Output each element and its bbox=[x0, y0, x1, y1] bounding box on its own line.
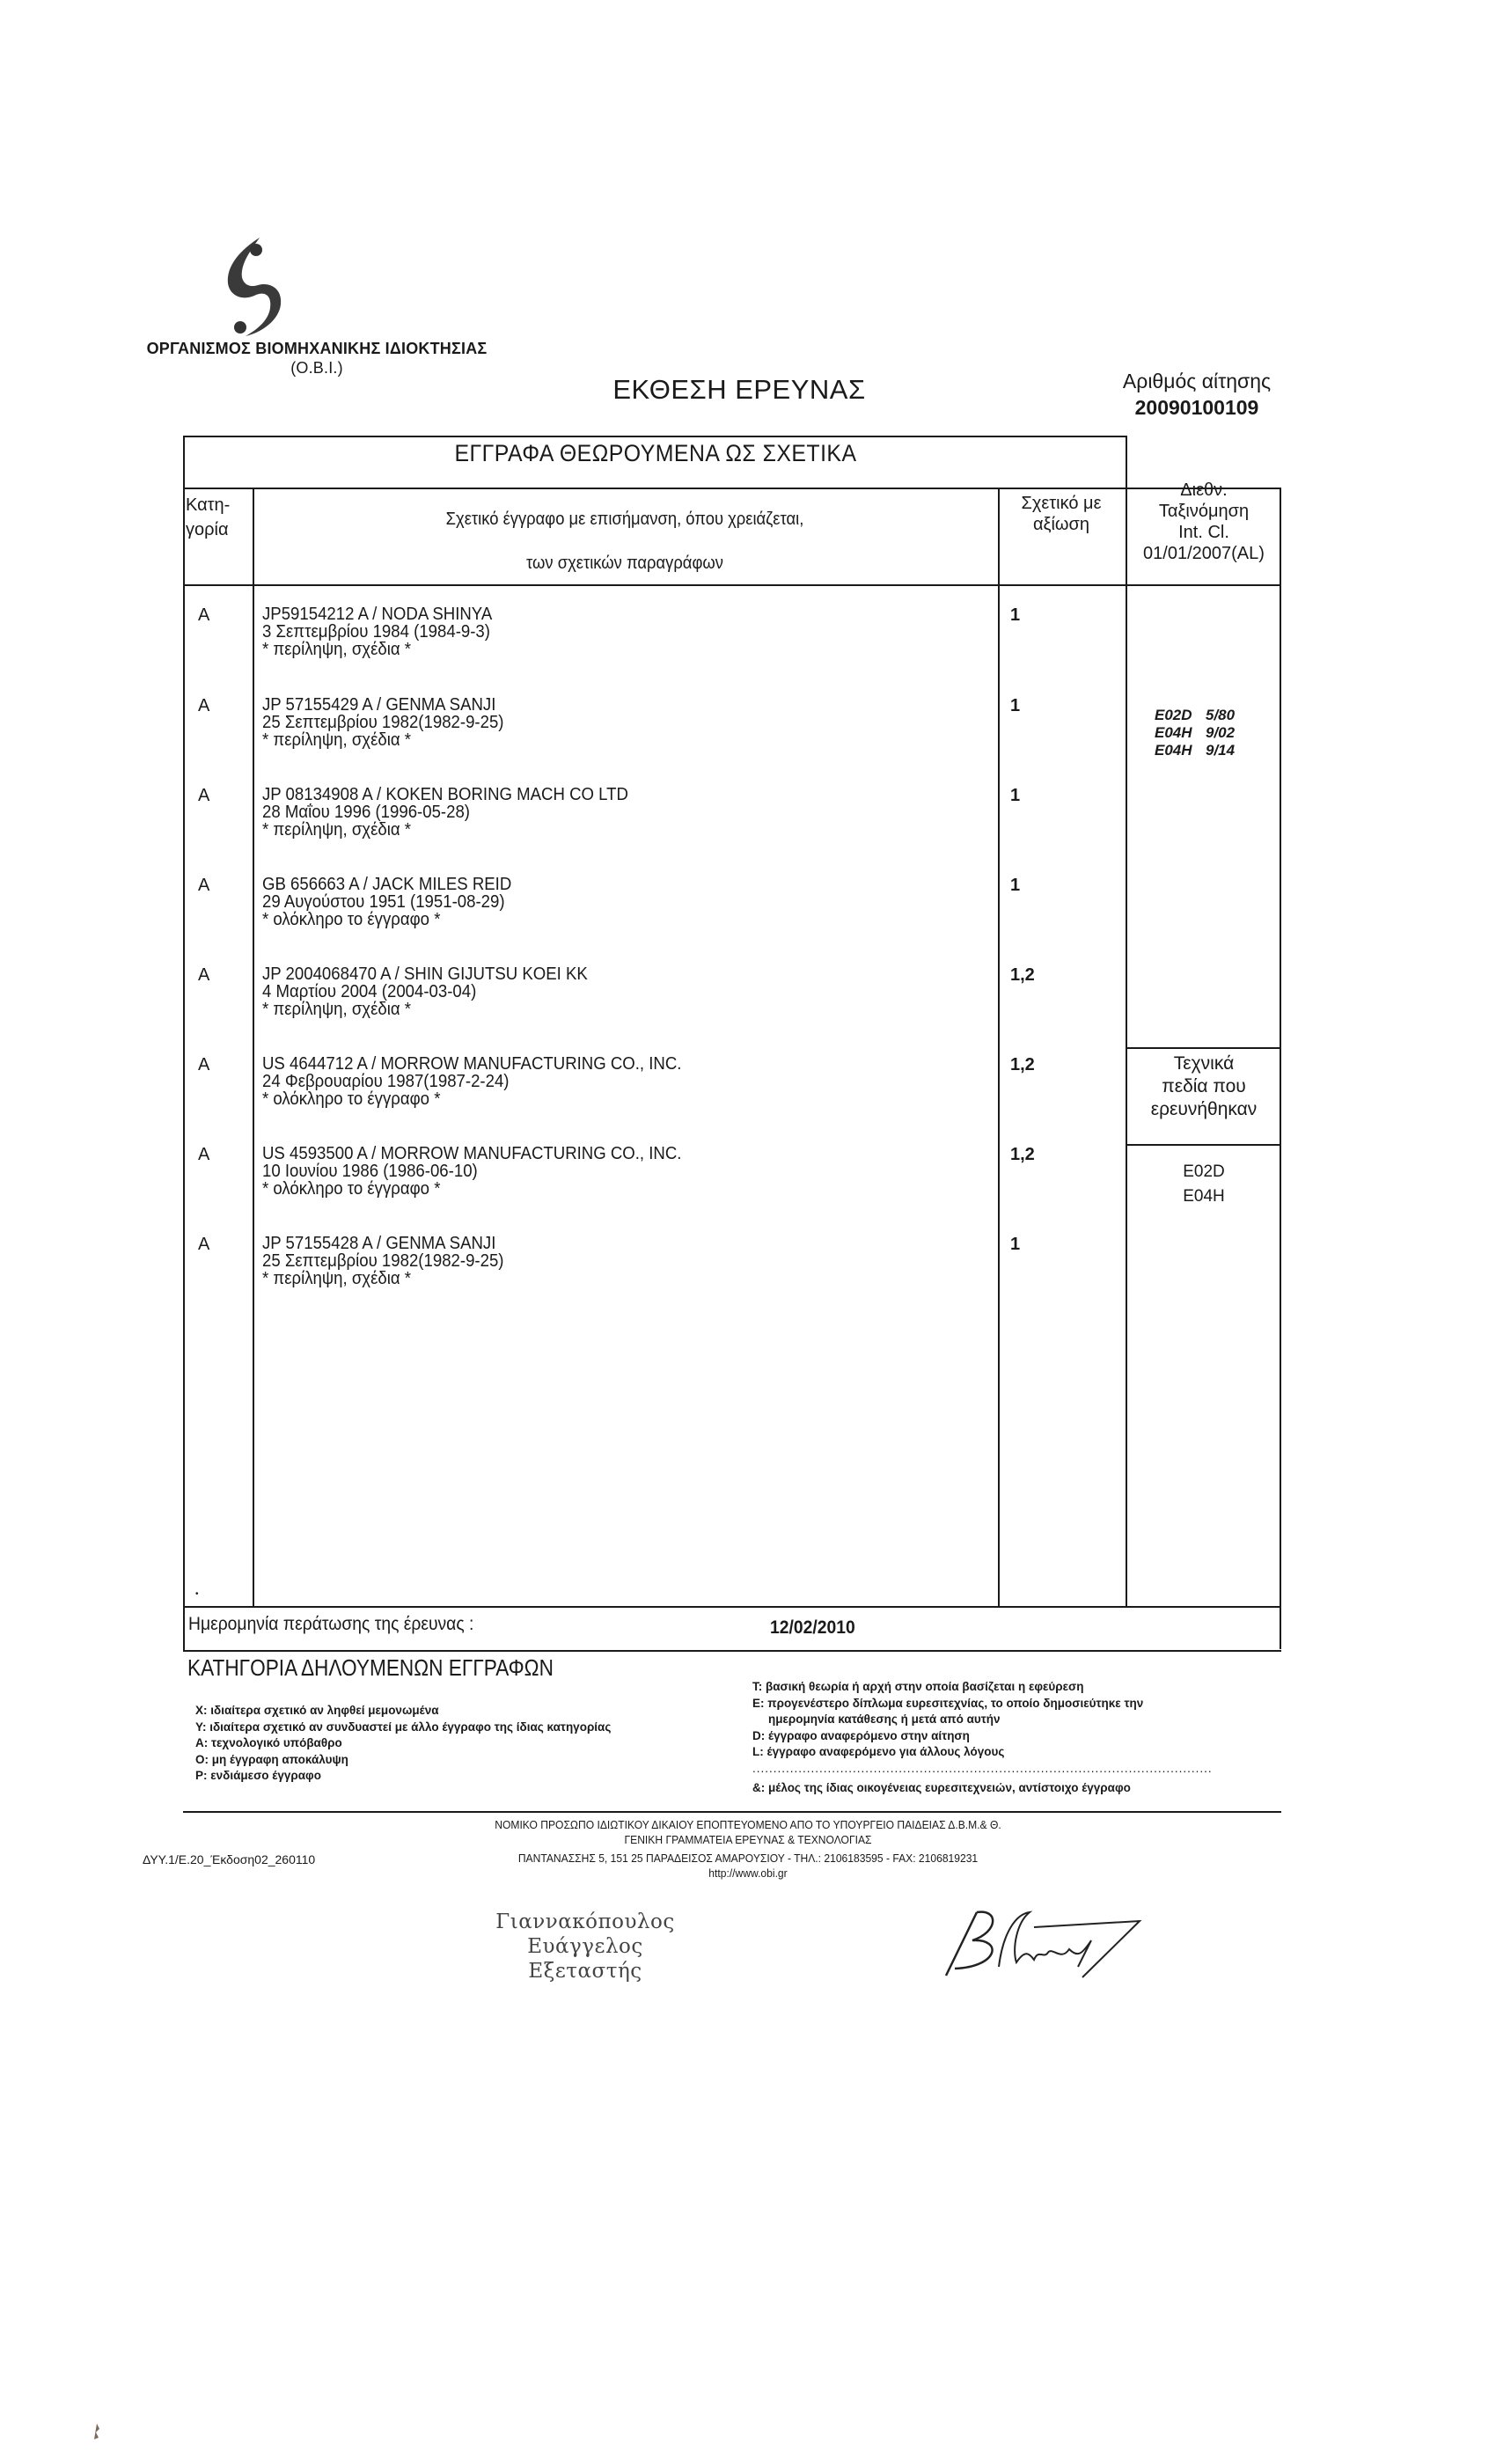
legend-item-y: Y: ιδιαίτερα σχετικό αν συνδυαστεί με άλλο έγγραφο της ίδιας κατηγορίας bbox=[195, 1720, 612, 1734]
completion-date: 12/02/2010 bbox=[770, 1617, 855, 1638]
row-document-date: 10 Ιουνίου 1986 (1986-06-10) bbox=[262, 1162, 478, 1181]
legend-item-t: T: βασική θεωρία ή αρχή στην οποία βασίζεται η εφεύρεση bbox=[752, 1680, 1084, 1693]
org-abbrev: (Ο.Β.Ι.) bbox=[290, 359, 343, 377]
row-document bbox=[262, 1055, 681, 1108]
legend-item-e: E: προγενέστερο δίπλωμα ευρεσιτεχνίας, το οποίο δημοσιεύτηκε την bbox=[752, 1696, 1144, 1710]
handwritten-signature-icon bbox=[928, 1905, 1148, 1984]
completion-date-label: Ημερομηνία περάτωσης της έρευνας : bbox=[188, 1614, 474, 1634]
row-category: A bbox=[198, 696, 210, 715]
header-intcl bbox=[1128, 480, 1280, 564]
intcl-code bbox=[1155, 742, 1235, 759]
intcl-class: E04H bbox=[1155, 724, 1192, 741]
application-number: 20090100109 bbox=[1134, 396, 1259, 419]
legend-item-l: L: έγγραφο αναφερόμενο για άλλους λόγους bbox=[752, 1745, 1005, 1758]
row-document-date: 24 Φεβρουαρίου 1987(1987-2-24) bbox=[262, 1072, 510, 1091]
header-category bbox=[186, 493, 253, 542]
table-title: ΕΓΓΡΑΦΑ ΘΕΩΡΟΥΜΕΝΑ ΩΣ ΣΧΕΤΙΚΑ bbox=[454, 440, 857, 466]
row-claims: 1 bbox=[1010, 786, 1021, 805]
row-document-title: JP 57155429 A / GENMA SANJI bbox=[262, 695, 496, 715]
footer-line1: ΝΟΜΙΚΟ ΠΡΟΣΩΠΟ ΙΔΙΩΤΙΚΟΥ ΔΙΚΑΙΟΥ ΕΠΟΠΤΕΥΟΜΕΝΟ ΑΠΟ ΤΟ ΥΠΟΥΡΓΕΙΟ ΠΑΙΔΕΙΑΣ Δ.Β.Μ.& Θ. bbox=[495, 1818, 1001, 1831]
legend-separator: .............................................................................................................. bbox=[752, 1761, 1213, 1775]
examiner-title: Εξεταστής bbox=[528, 1960, 642, 1983]
row-document-date: 3 Σεπτεμβρίου 1984 (1984-9-3) bbox=[262, 622, 490, 642]
header-category-line1: Κατη- bbox=[186, 495, 231, 515]
row-document-note: * περίληψη, σχέδια * bbox=[262, 820, 412, 840]
header-intcl-line4: 01/01/2007(AL) bbox=[1143, 544, 1265, 563]
category-legend-left bbox=[195, 1703, 611, 1785]
form-code: ΔΥΥ.1/Ε.20_Έκδοση02_260110 bbox=[143, 1852, 316, 1866]
footer-line2: ΓΕΝΙΚΗ ΓΡΑΜΜΑΤΕΙΑ ΕΡΕΥΝΑΣ & ΤΕΧΝΟΛΟΓΙΑΣ bbox=[624, 1833, 872, 1846]
intcl-code bbox=[1155, 724, 1235, 742]
technical-fields-title bbox=[1128, 1052, 1280, 1121]
row-document-date: 25 Σεπτεμβρίου 1982(1982-9-25) bbox=[262, 713, 504, 732]
legend-item-p: P: ενδιάμεσο έγγραφο bbox=[195, 1769, 321, 1782]
examiner-name: Γιαννακόπουλος Ευάγγελος bbox=[495, 1910, 675, 1958]
table-row bbox=[183, 876, 1283, 955]
legend-item-e-cont: ημερομηνία κατάθεσης ή μετά από αυτήν bbox=[768, 1712, 1001, 1726]
header-category-line2: γορία bbox=[186, 520, 229, 539]
header-claims-line1: Σχετικό με bbox=[1021, 494, 1102, 513]
technical-fields-title-line3: ερευνήθηκαν bbox=[1150, 1099, 1258, 1119]
technical-fields-title-line2: πεδία που bbox=[1162, 1076, 1246, 1096]
intcl-group: 9/14 bbox=[1206, 742, 1236, 759]
row-category: A bbox=[198, 1055, 210, 1074]
row-claims: 1 bbox=[1010, 605, 1021, 625]
intcl-class: E02D bbox=[1155, 707, 1192, 723]
row-category: A bbox=[198, 965, 210, 985]
examiner-block bbox=[444, 1910, 726, 1984]
row-document-date: 28 Μαΐου 1996 (1996-05-28) bbox=[262, 803, 471, 822]
intcl-group: 9/02 bbox=[1206, 724, 1236, 741]
row-category: A bbox=[198, 1145, 210, 1164]
intcl-class: E04H bbox=[1155, 742, 1192, 759]
header-claims-line2: αξίωση bbox=[1032, 515, 1090, 534]
row-category: A bbox=[198, 1235, 210, 1254]
row-document bbox=[262, 965, 588, 1018]
row-document-title: JP59154212 A / NODA SHINYA bbox=[262, 605, 493, 624]
header-document-line2: των σχετικών παραγράφων bbox=[526, 554, 723, 573]
row-claims: 1,2 bbox=[1010, 1055, 1035, 1074]
row-claims: 1,2 bbox=[1010, 965, 1035, 985]
org-name bbox=[132, 339, 502, 378]
technical-fields-title-line1: Τεχνικά bbox=[1173, 1053, 1235, 1074]
table-row bbox=[183, 1145, 1283, 1224]
row-document-note: * ολόκληρο το έγγραφο * bbox=[262, 910, 441, 929]
table-row bbox=[183, 786, 1283, 865]
org-name-text: ΟΡΓΑΝΙΣΜΟΣ ΒΙΟΜΗΧΑΝΙΚΗΣ ΙΔΙΟΚΤΗΣΙΑΣ bbox=[146, 340, 488, 357]
legend-item-x: X: ιδιαίτερα σχετικό αν ληφθεί μεμονωμένα bbox=[195, 1704, 439, 1717]
row-document-note: * περίληψη, σχέδια * bbox=[262, 1000, 412, 1019]
row-document-title: US 4644712 A / MORROW MANUFACTURING CO., INC. bbox=[262, 1054, 682, 1074]
row-document-note: * ολόκληρο το έγγραφο * bbox=[262, 1179, 441, 1199]
row-document-title: US 4593500 A / MORROW MANUFACTURING CO., INC. bbox=[262, 1144, 682, 1163]
row-document bbox=[262, 876, 511, 928]
row-document bbox=[262, 1145, 681, 1198]
technical-field: E02D bbox=[1183, 1162, 1225, 1181]
scan-speck-icon bbox=[92, 2422, 102, 2441]
row-document-note: * ολόκληρο το έγγραφο * bbox=[262, 1089, 441, 1109]
header-intcl-line2: Ταξινόμηση bbox=[1158, 502, 1250, 521]
header-intcl-line1: Διεθν. bbox=[1180, 480, 1228, 500]
row-document-note: * περίληψη, σχέδια * bbox=[262, 1269, 412, 1288]
intcl-group: 5/80 bbox=[1206, 707, 1236, 723]
row-document-title: GB 656663 A / JACK MILES REID bbox=[262, 875, 512, 894]
row-document bbox=[262, 696, 503, 749]
intcl-code bbox=[1155, 707, 1235, 724]
table-row bbox=[183, 965, 1283, 1045]
technical-fields bbox=[1128, 1160, 1280, 1209]
table-row bbox=[183, 1055, 1283, 1134]
row-document-note: * περίληψη, σχέδια * bbox=[262, 640, 412, 659]
footer bbox=[404, 1817, 1091, 1881]
row-document-date: 4 Μαρτίου 2004 (2004-03-04) bbox=[262, 982, 477, 1001]
dot-mark: • bbox=[195, 1589, 199, 1599]
row-claims: 1 bbox=[1010, 876, 1021, 895]
table-row bbox=[183, 1235, 1283, 1314]
row-claims: 1,2 bbox=[1010, 1145, 1035, 1164]
legend-item-amp: &: μέλος της ίδιας οικογένειας ευρεσιτεχνειών, αντίστοιχο έγγραφο bbox=[752, 1781, 1131, 1794]
row-category: A bbox=[198, 786, 210, 805]
category-legend-right bbox=[752, 1679, 1245, 1797]
report-title: ΕΚΘΕΣΗ ΕΡΕΥΝΑΣ bbox=[612, 374, 866, 405]
intcl-codes bbox=[1155, 707, 1235, 759]
legend-item-a: A: τεχνολογικό υπόβαθρο bbox=[195, 1736, 342, 1749]
header-intcl-line3: Int. Cl. bbox=[1178, 523, 1229, 542]
obi-logo-icon bbox=[207, 231, 295, 345]
footer-website-link[interactable]: http://www.obi.gr bbox=[708, 1866, 788, 1880]
row-document-title: JP 08134908 A / KOKEN BORING MACH CO LTD bbox=[262, 785, 628, 804]
row-category: A bbox=[198, 876, 210, 895]
application-number-block bbox=[1082, 368, 1311, 421]
table-row bbox=[183, 696, 1283, 775]
footer-address: ΠΑΝΤΑΝΑΣΣΗΣ 5, 151 25 ΠΑΡΑΔΕΙΣΟΣ ΑΜΑΡΟΥΣΙΟΥ - ΤΗΛ.: 2106183595 - FAX: 2106819231 bbox=[517, 1852, 979, 1865]
row-document-note: * περίληψη, σχέδια * bbox=[262, 730, 412, 750]
row-category: A bbox=[198, 605, 210, 625]
row-document-title: JP 57155428 A / GENMA SANJI bbox=[262, 1234, 496, 1253]
row-document-date: 29 Αυγούστου 1951 (1951-08-29) bbox=[262, 892, 505, 912]
header-document-line1: Σχετικό έγγραφο με επισήμανση, όπου χρειάζεται, bbox=[445, 510, 804, 529]
application-number-label: Αριθμός αίτησης bbox=[1122, 370, 1272, 392]
table-row bbox=[183, 605, 1283, 685]
technical-field: E04H bbox=[1183, 1187, 1225, 1206]
legend-item-d: D: έγγραφο αναφερόμενο στην αίτηση bbox=[752, 1728, 970, 1742]
header-claims bbox=[996, 493, 1126, 535]
category-legend-title: ΚΑΤΗΓΟΡΙΑ ΔΗΛΟΥΜΕΝΩΝ ΕΓΓΡΑΦΩΝ bbox=[187, 1654, 554, 1681]
row-claims: 1 bbox=[1010, 1235, 1021, 1254]
row-document bbox=[262, 1235, 503, 1287]
row-document bbox=[262, 786, 628, 839]
header-document bbox=[285, 497, 965, 585]
row-document-date: 25 Σεπτεμβρίου 1982(1982-9-25) bbox=[262, 1251, 504, 1271]
row-claims: 1 bbox=[1010, 696, 1021, 715]
legend-item-o: O: μη έγγραφη αποκάλυψη bbox=[195, 1752, 348, 1766]
row-document bbox=[262, 605, 492, 658]
row-document-title: JP 2004068470 A / SHIN GIJUTSU KOEI KK bbox=[262, 964, 588, 984]
